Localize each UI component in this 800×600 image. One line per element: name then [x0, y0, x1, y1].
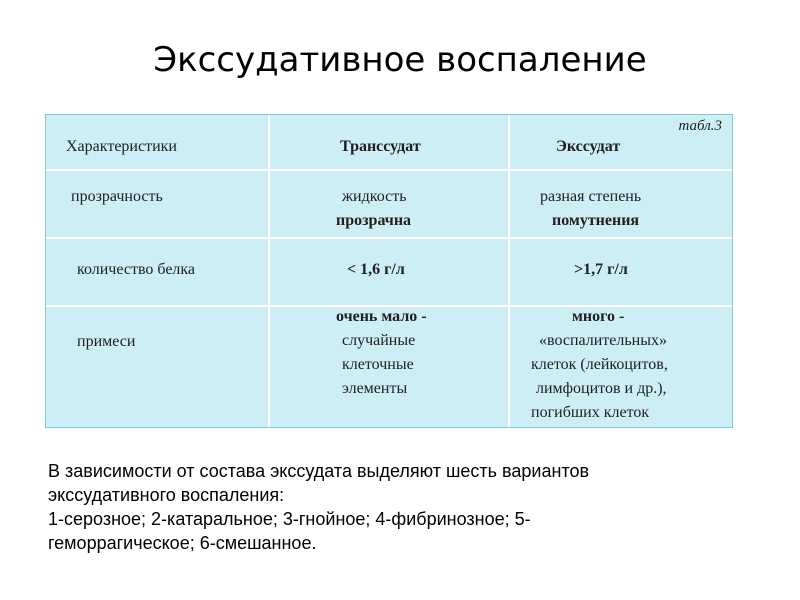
row-impurities-exudate-line1: много -: [572, 308, 625, 325]
table-divider-row-1: [46, 169, 732, 171]
row-impurities-transudate-line4: элементы: [342, 380, 408, 397]
row-protein-transudate: < 1,6 г/л: [347, 261, 405, 278]
explanation-text: [48, 459, 748, 555]
row-impurities-exudate-line4: лимфоцитов и др.),: [536, 380, 667, 397]
row-impurities-characteristic: примеси: [77, 333, 136, 350]
comparison-table: [45, 114, 733, 428]
header-characteristics: Характеристики: [66, 138, 177, 155]
explanation-line-2: экссудативного воспаления:: [48, 485, 285, 505]
row-impurities-transudate-line2: случайные: [342, 332, 416, 349]
row-transparency-characteristic: прозрачность: [71, 188, 163, 205]
row-impurities-transudate-line3: клеточные: [342, 356, 414, 373]
explanation-line-4: геморрагическое; 6-смешанное.: [48, 533, 317, 553]
table-number-label: табл.3: [678, 118, 722, 134]
table-divider-col-1: [268, 115, 270, 427]
row-transparency-exudate-line2: помутнения: [552, 212, 640, 229]
row-impurities-exudate-line2: «воспалительных»: [539, 332, 667, 349]
row-impurities-exudate-line5: погибших клеток: [531, 404, 650, 421]
row-transparency-exudate-line1: разная степень: [540, 188, 642, 205]
row-transparency-transudate-line2: прозрачна: [336, 212, 412, 229]
explanation-line-3: 1-серозное; 2-катаральное; 3-гнойное; 4-фибринозное; 5-: [48, 509, 531, 529]
header-exudate: Экссудат: [556, 138, 621, 155]
row-protein-exudate: >1,7 г/л: [574, 261, 628, 278]
row-protein-characteristic: количество белка: [77, 261, 196, 278]
row-impurities-exudate-line3: клеток (лейкоцитов,: [531, 356, 668, 373]
header-transudate: Транссудат: [340, 138, 421, 155]
row-transparency-transudate-line1: жидкость: [342, 188, 407, 205]
table-divider-row-2: [46, 237, 732, 239]
table-divider-col-2: [508, 115, 510, 427]
explanation-line-1: В зависимости от состава экссудата выделяют шесть вариантов: [48, 461, 590, 481]
row-impurities-transudate-line1: очень мало -: [336, 308, 427, 325]
slide-title: Экссудативное воспаление: [153, 40, 647, 80]
